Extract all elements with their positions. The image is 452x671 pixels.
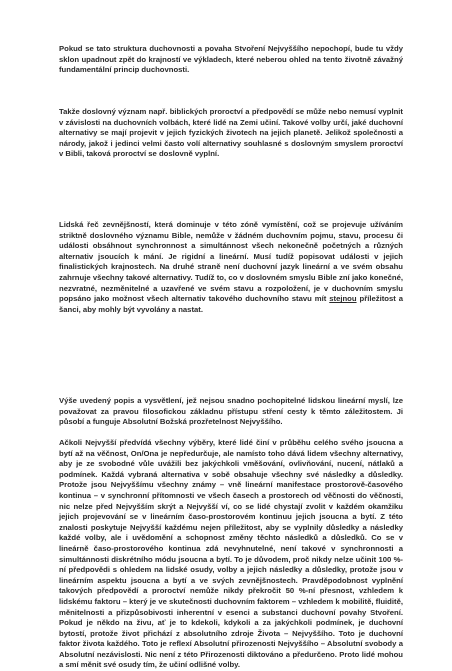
underlined-word: stejnou	[329, 294, 357, 304]
paragraph-3	[59, 220, 403, 315]
paragraph-3-tail: příležitost a šanci, aby mohly být vyvolány a nastat.	[59, 294, 404, 314]
paragraph-5: Ačkoli Nejvyšší předvídá všechny výběry, které lidé činí v průběhu celého svého jsoucna a bytí až na věčnost, On/Ona je nepředurčuje, ale namísto toho dává lidem všechny alternativy, aby je ze svobodné vůle uvážili bez jakýchkoli vměšování, ovlivňování, nucení, nátlaků a podmínek. Každá vybraná alternativa v sobě obsahuje všechny své následky a důsledky. Protože jsou Nejvyššímu všechny známy – vně lineární manifestace prostorově-časového kontinua – v synchronní přítomnosti ve všech časech a prostorech od věčnosti do věčnosti, nic nelze před Nejvyšším skrýt a Nejvyšší ví, co se lidé chystají zvolit v každém okamžiku jejich projevování se v lineárním časo-prostorovém kontinuu jejich jsoucna a bytí. Z této znalosti poskytuje Nejvyšší každému nejen příležitost, aby se vyplnily důsledky a následky každé volby, ale i uvědomění a schopnost změny těchto následků a důsledků. Co se v lineárně časo-prostorového kontinua zdá nevyhnutelné, není takové v synchronnosti a simultánnosti diskrétního módu jsoucna a bytí. To je důvodem, proč nikdy nelze učinit 100 %-ní předpovědi s ohledem na lidské osudy, volby a jejich následky a důsledky, protože jsou v lineárním aspektu jsoucna a bytí a ve svých zevnějšnostech. Pravděpodobnost vyplnění takových předpovědí a proroctví nemůže nikdy překročit 50 %-ní přesnost, vzhledem k lidskému faktoru – který je ve skutečnosti duchovním faktorem – vzhledem k mobilitě, fluiditě, měnitelnosti a přizpůsobivosti inherentní v esenci a substanci duchovní povahy Stvoření. Pokud je někdo na živu, ať je to kdekoli, kdykoli a za jakýchkoli podmínek, je duchovní bytostí, protože život přichází z absolutního zdroje Života – Nejvyššího. Toto je duchovní faktor života každého. Toto je reflexí Absolutní přirozenosti Nejvyššího – Absolutní svobody a Absolutní nezávislosti. Nic není z této Přirozenosti diktováno a předurčeno. Proto lidé mohou a smí měnit své osudy tím, že učiní odlišné volby.	[59, 438, 403, 670]
paragraph-1: Pokud se tato struktura duchovnosti a povaha Stvoření Nejvyššího nepochopí, bude tu vždy sklon upadnout zpět do krajností ve výkladech, které neberou ohled na tento životně závažný fundamentální princip duchovnosti.	[59, 44, 403, 75]
paragraph-4: Výše uvedený popis a vysvětlení, jež nejsou snadno pochopitelné lidskou lineární myslí, lze považovat za pravou filosofickou základnu přístupu stření cesty k těmto záležitostem. Ji působí a funguje Absolutní Božská prozřetelnost Nejvyššího.	[59, 396, 403, 427]
paragraph-3-main: Lidská řeč zevnějšností, která dominuje v této zóně vymístění, což se projevuje užíváním striktně doslovného významu Bible, nemůže v žádném duchovním pojmu, stavu, procesu či události obsáhnout synchronnost a simultánnost všech nekonečně početných a různých alternativ jsoucích k mání. Je rigidní a lineární. Musí tudíž popisovat události v jejich finalistických krajnostech. Na druhé straně není duchovní jazyk lineární a ve svém obsahu zahrnuje všechny takové alternativy. Tudíž to, co v doslovném smyslu Bible zní jako konečné, nezvratné, nezměnitelné a uzavřené ve svém stavu a rozpoložení, je v duchovním smyslu popsáno jako možnost všech alternativ takového duchovního stavu mít	[59, 220, 403, 304]
paragraph-2: Takže doslovný význam např. biblických proroctví a předpovědí se může nebo nemusí vyplnit v závislosti na duchovních volbách, které lidé na Zemi učiní. Takové volby určí, jaké duchovní alternativy se mají projevit v jejich fyzických životech na jejich planetě. Jelikož společnosti a národy, jakož i jedinci velmi často volí alternativy souhlasné s doslovným smyslem proroctví v Bibli, taková proroctví se doslovně vyplní.	[59, 107, 403, 159]
